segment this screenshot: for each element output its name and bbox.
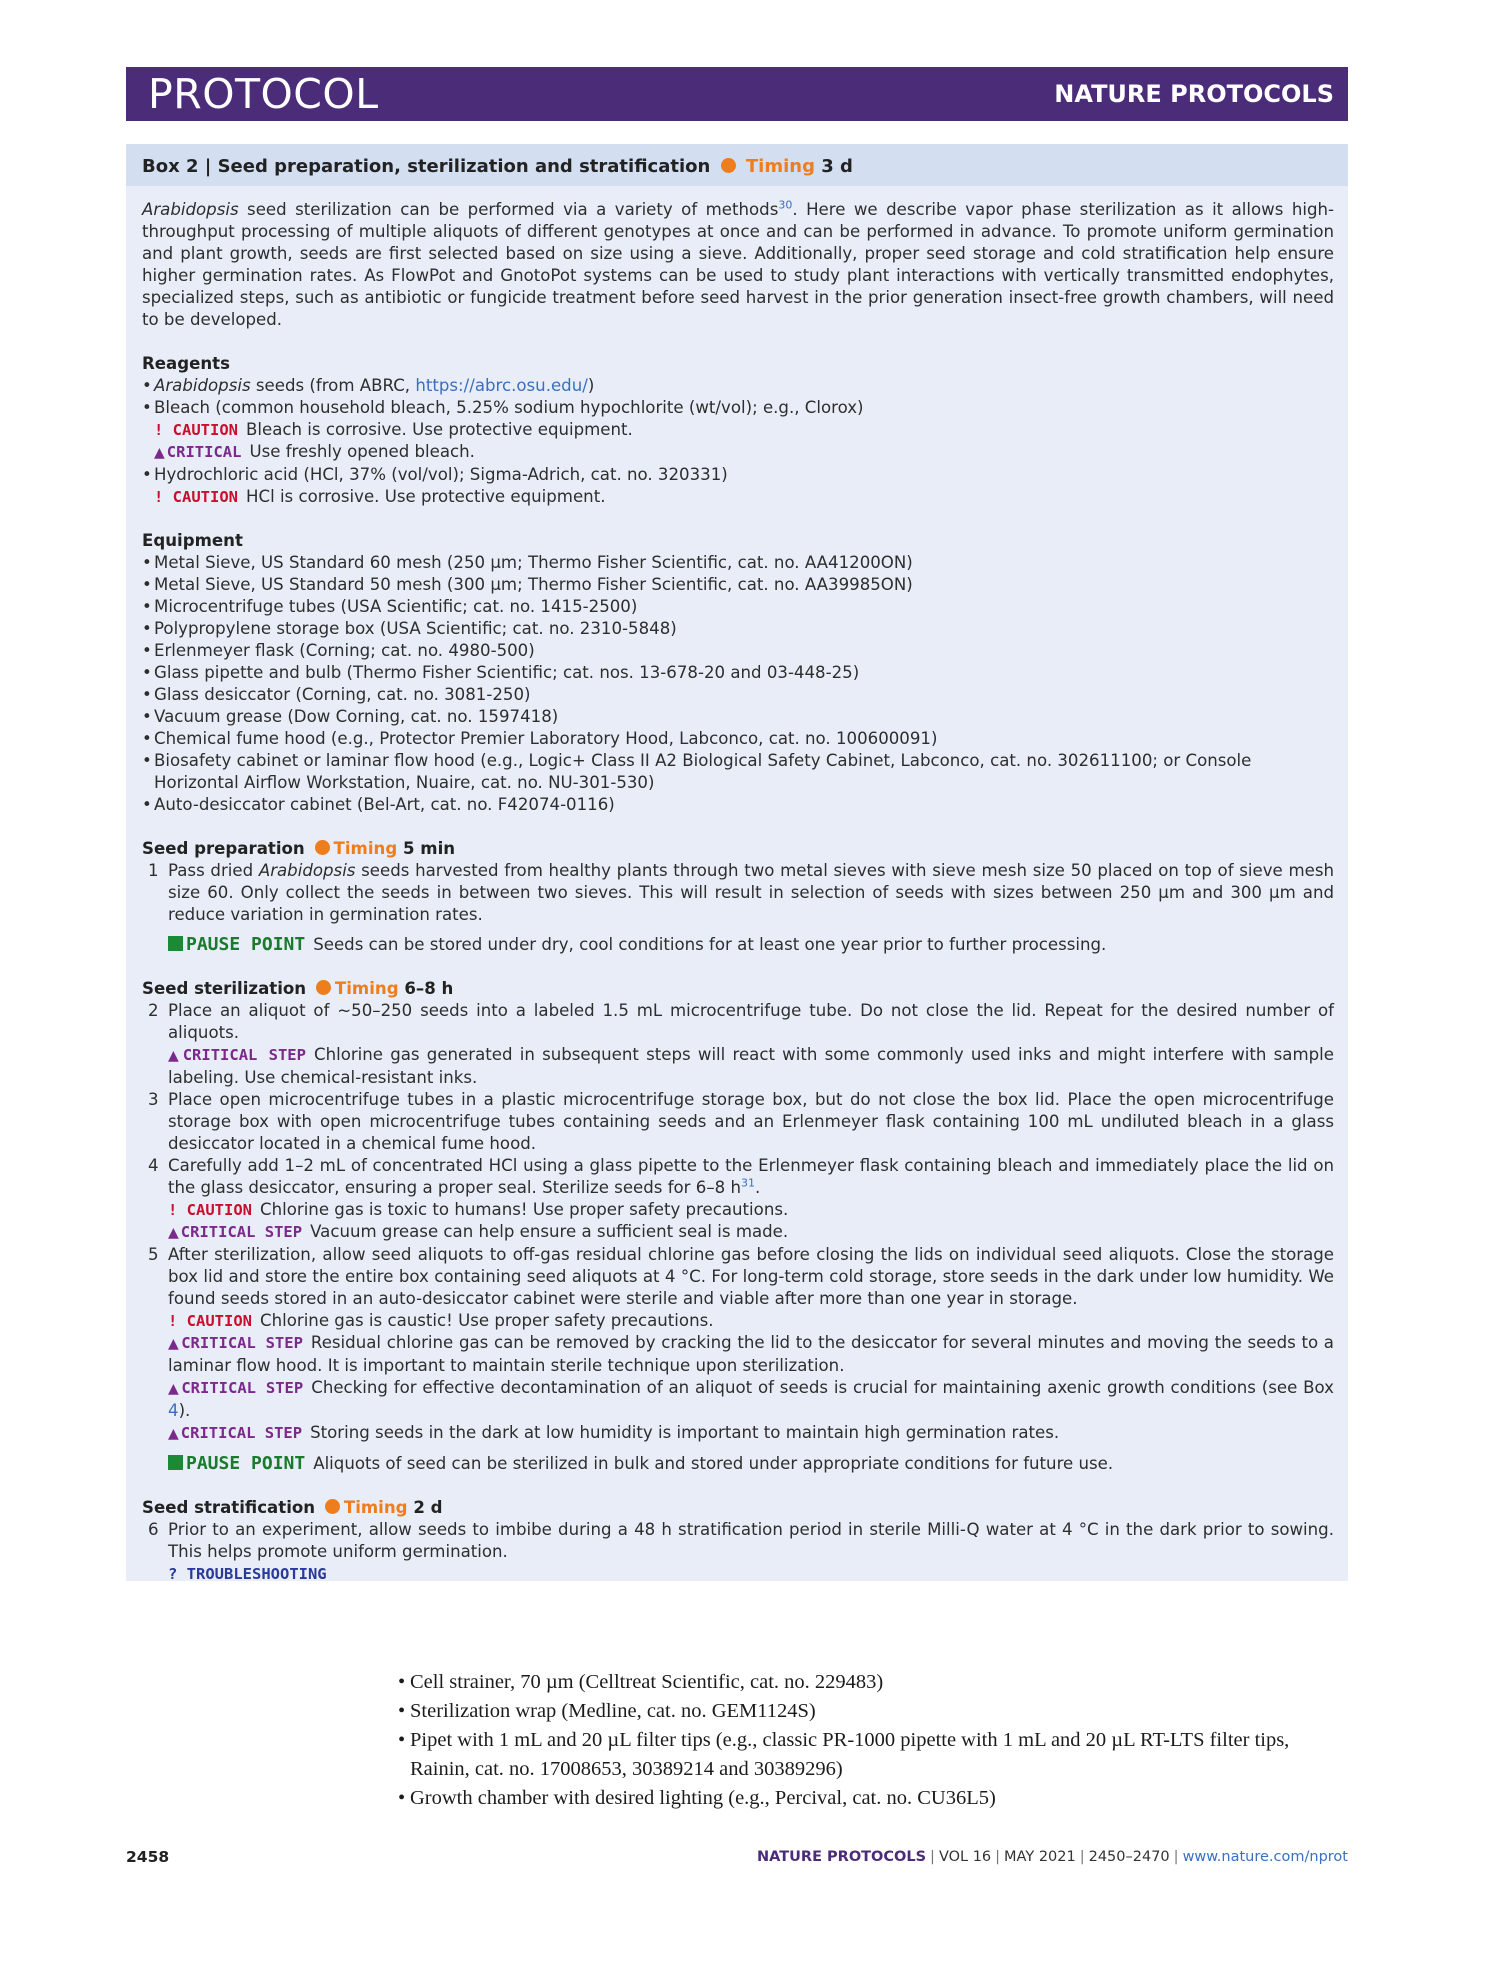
caution-note — [142, 486, 1334, 508]
warning-triangle-icon: ▲ — [168, 1048, 181, 1064]
abrc-link[interactable]: https://abrc.osu.edu/ — [415, 376, 588, 395]
step-2-text: Place an aliquot of ~50–250 seeds into a labeled 1.5 mL microcentrifuge tube. Do not close the lid. Repeat for the desired number of aliquots. — [168, 1001, 1334, 1042]
critical-text: Residual chlorine gas can be removed by cracking the lid to the desiccator for several minutes and moving the seeds to a laminar flow hood. It is important to maintain sterile technique upon sterilization. — [168, 1333, 1334, 1375]
critical-text: Vacuum grease can help ensure a sufficient seal is made. — [310, 1222, 789, 1241]
reagent-1-text: seeds (from ABRC, — [250, 376, 416, 395]
pause-square-icon — [168, 936, 183, 951]
timing-value: 5 min — [402, 839, 456, 858]
intro-paragraph — [142, 199, 1334, 331]
list-item: • Auto-desiccator cabinet (Bel-Art, cat. no. F42074-0116) — [142, 794, 1334, 816]
step-number: 6 — [148, 1520, 159, 1539]
pause-point — [168, 1453, 1334, 1475]
caution-label: ! CAUTION — [154, 488, 238, 506]
box-title — [142, 156, 853, 177]
step-number: 5 — [148, 1245, 159, 1264]
list-item: • Vacuum grease (Dow Corning, cat. no. 1597418) — [142, 706, 1334, 728]
critical-label: CRITICAL STEP — [180, 1424, 303, 1442]
critical-label: CRITICAL — [166, 443, 242, 461]
warning-triangle-icon: ▲ — [168, 1381, 180, 1397]
header-banner — [126, 67, 1348, 121]
caution-label: ! CAUTION — [168, 1201, 252, 1219]
intro-text-b: . Here we describe vapor phase sterilization as it allows high-throughput processing of multiple aliquots of different genotypes at once and can be performed in advance. To promote uniform germination and plant growth, seeds are first selected based on size using a sieve. Additionally, proper seed storage and cold stratification help ensure higher germination rates. As FlowPot and GnotoPot systems can be used to study plant interactions with vertically transmitted endophytes, specialized steps, such as antibiotic or fungicide treatment before seed harvest in the prior generation insect-free growth chambers, will need to be developed. — [142, 200, 1334, 329]
critical-text: Storing seeds in the dark at low humidity is important to maintain high germination rates. — [310, 1423, 1060, 1442]
critical-label: CRITICAL STEP — [182, 1046, 306, 1064]
pause-text: Seeds can be stored under dry, cool conditions for at least one year prior to further processing. — [313, 935, 1107, 954]
timing-label: Timing — [343, 1498, 408, 1517]
pause-text: Aliquots of seed can be sterilized in bulk and stored under appropriate conditions for future use. — [313, 1454, 1114, 1473]
list-item: • Metal Sieve, US Standard 60 mesh (250 µm; Thermo Fisher Scientific, cat. no. AA41200ON) — [142, 552, 1334, 574]
intro-italic: Arabidopsis — [142, 200, 239, 219]
critical-note — [168, 1332, 1334, 1377]
step-3-text: Place open microcentrifuge tubes in a plastic microcentrifuge storage box, but do not close the box lid. Place the open microcentrifuge storage box with open microcentrifuge tubes containing seeds and an Erlenmeyer flask containing 100 mL undiluted bleach in a glass desiccator located in a chemical fume hood. — [168, 1090, 1334, 1153]
footer-journal: NATURE PROTOCOLS — [757, 1849, 927, 1865]
journal-label: NATURE PROTOCOLS — [1054, 80, 1334, 108]
timing-dot-icon — [325, 1499, 340, 1514]
list-item: • Chemical fume hood (e.g., Protector Premier Laboratory Hood, Labconco, cat. no. 100600091) — [142, 728, 1334, 750]
seed-strat-title: Seed stratification — [142, 1498, 316, 1517]
footer-citation: NATURE PROTOCOLS | VOL 16 | MAY 2021 | 2450–2470 | www.nature.com/nprot — [757, 1849, 1348, 1865]
critical-text: Use freshly opened bleach. — [249, 442, 475, 461]
critical-note — [168, 1044, 1334, 1089]
seed-prep-heading — [142, 838, 1334, 860]
critical-label: CRITICAL STEP — [181, 1334, 303, 1352]
caution-label: ! CAUTION — [154, 421, 238, 439]
step-1 — [142, 860, 1334, 956]
step-6-text: Prior to an experiment, allow seeds to imbibe during a 48 h stratification period in sterile Milli-Q water at 4 °C in the dark prior to sowing. This helps promote uniform germination. — [168, 1520, 1334, 1561]
step-5 — [142, 1244, 1334, 1475]
step-6 — [142, 1519, 1334, 1585]
critical-label: CRITICAL STEP — [180, 1223, 303, 1241]
step-1-text-a: Pass dried — [168, 861, 259, 880]
critical-note — [168, 1422, 1334, 1445]
seed-strat-heading — [142, 1497, 1334, 1519]
pause-label: PAUSE POINT — [186, 1453, 306, 1474]
caution-text: Bleach is corrosive. Use protective equipment. — [246, 420, 633, 439]
step-1-italic: Arabidopsis — [258, 861, 356, 880]
page-number: 2458 — [126, 1848, 170, 1866]
timing-value: 6–8 h — [404, 979, 454, 998]
footer-pages: 2450–2470 — [1088, 1849, 1170, 1865]
caution-note — [168, 1310, 1334, 1332]
list-item: • Metal Sieve, US Standard 50 mesh (300 µm; Thermo Fisher Scientific, cat. no. AA39985ON) — [142, 574, 1334, 596]
seed-steril-title: Seed sterilization — [142, 979, 307, 998]
list-item: • Pipet with 1 mL and 20 µL filter tips (e.g., classic PR-1000 pipette with 1 mL and 20 µL RT-LTS filter tips, Rainin, cat. no. 17008653, 30389214 and 30389296) — [398, 1726, 1348, 1784]
footer-url-link[interactable]: www.nature.com/nprot — [1182, 1849, 1348, 1865]
seed-steril-heading — [142, 978, 1334, 1000]
box-2 — [126, 144, 1348, 1581]
critical-label: CRITICAL STEP — [181, 1379, 304, 1397]
troubleshooting-link[interactable]: ? TROUBLESHOOTING — [168, 1565, 327, 1583]
step-number: 4 — [148, 1156, 159, 1175]
caution-note — [142, 419, 1334, 441]
caution-text: Chlorine gas is caustic! Use proper safety precautions. — [260, 1311, 714, 1330]
warning-triangle-icon: ▲ — [168, 1336, 180, 1352]
step-4-end: . — [755, 1178, 761, 1197]
box-4-link[interactable]: 4 — [168, 1401, 179, 1420]
caution-label: ! CAUTION — [168, 1312, 252, 1330]
reagent-3-text: Hydrochloric acid (HCl, 37% (vol/vol); Sigma-Adrich, cat. no. 320331) — [154, 465, 728, 484]
footer-volume: VOL 16 — [938, 1849, 992, 1865]
reagents-list-2 — [142, 464, 1334, 486]
equipment-continued — [398, 1668, 1348, 1813]
reagents-list — [142, 375, 1334, 419]
list-item: • Glass desiccator (Corning, cat. no. 3081-250) — [142, 684, 1334, 706]
list-item — [142, 375, 1334, 397]
equipment-list — [142, 552, 1334, 816]
list-item: • Glass pipette and bulb (Thermo Fisher Scientific; cat. nos. 13-678-20 and 03-448-25) — [142, 662, 1334, 684]
intro-ref[interactable]: 30 — [778, 198, 793, 212]
critical-text-b: ). — [178, 1401, 191, 1420]
step-number: 1 — [148, 861, 159, 880]
pause-square-icon — [168, 1455, 183, 1470]
equipment-heading: Equipment — [142, 531, 243, 550]
list-item — [142, 397, 1334, 419]
box-timing-value: 3 d — [821, 156, 853, 177]
box-header — [126, 144, 1348, 186]
step-5-text: After sterilization, allow seed aliquots to off-gas residual chlorine gas before closing the lids on individual seed aliquots. Close the storage box lid and store the entire box containing seed aliquots at 4 °C. For long-term cold storage, store seeds in the dark under low humidity. We found seeds stored in an auto-desiccator cabinet were sterile and viable after more than one year in storage. — [168, 1245, 1334, 1308]
list-item — [142, 464, 1334, 486]
list-item: • Polypropylene storage box (USA Scientific; cat. no. 2310-5848) — [142, 618, 1334, 640]
step-1-text-b: seeds harvested from healthy plants through two metal sieves with sieve mesh size 50 placed on top of sieve mesh size 60. Only collect the seeds in between two sieves. This will result in selection of seeds with sizes between 250 µm and 300 µm and reduce variation in germination rates. — [168, 861, 1334, 924]
step-4 — [142, 1155, 1334, 1244]
caution-text: Chlorine gas is toxic to humans! Use proper safety precautions. — [260, 1200, 789, 1219]
timing-dot-icon — [721, 158, 736, 173]
critical-note — [168, 1221, 1334, 1244]
step-3 — [142, 1089, 1334, 1155]
warning-triangle-icon: ▲ — [168, 1225, 179, 1241]
reagents-heading: Reagents — [142, 354, 230, 373]
critical-note — [168, 1377, 1334, 1422]
pause-point — [168, 934, 1334, 956]
reagent-1-italic: Arabidopsis — [154, 376, 251, 395]
footer-date: MAY 2021 — [1004, 1849, 1076, 1865]
timing-dot-icon — [316, 980, 331, 995]
list-item: • Microcentrifuge tubes (USA Scientific; cat. no. 1415-2500) — [142, 596, 1334, 618]
caution-text: HCl is corrosive. Use protective equipment. — [246, 487, 606, 506]
list-item: • Sterilization wrap (Medline, cat. no. GEM1124S) — [398, 1697, 1348, 1726]
caution-note — [168, 1199, 1334, 1221]
seed-prep-title: Seed preparation — [142, 839, 305, 858]
critical-text-a: Checking for effective decontamination of an aliquot of seeds is crucial for maintaining axenic growth conditions (see Box — [311, 1378, 1334, 1397]
timing-label: Timing — [333, 839, 398, 858]
pause-label: PAUSE POINT — [186, 934, 306, 955]
step-2 — [142, 1000, 1334, 1089]
box-content — [142, 199, 1334, 1585]
warning-triangle-icon: ▲ — [154, 445, 165, 461]
timing-dot-icon — [315, 840, 330, 855]
reagent-2-text: Bleach (common household bleach, 5.25% sodium hypochlorite (wt/vol); e.g., Clorox) — [154, 398, 864, 417]
step-4-ref[interactable]: 31 — [741, 1176, 755, 1190]
timing-value: 2 d — [413, 1498, 443, 1517]
reagent-1-end: ) — [587, 376, 595, 395]
step-4-text: Carefully add 1–2 mL of concentrated HCl using a glass pipette to the Erlenmeyer flask containing bleach and immediately place the lid on the glass desiccator, ensuring a proper seal. Sterilize seeds for 6–8 h — [168, 1156, 1334, 1197]
list-item: • Erlenmeyer flask (Corning; cat. no. 4980-500) — [142, 640, 1334, 662]
box-title-text: Box 2 | Seed preparation, sterilization and stratification — [142, 156, 711, 177]
timing-label: Timing — [334, 979, 399, 998]
section-label: PROTOCOL — [148, 70, 379, 118]
box-timing-label: Timing — [745, 156, 815, 177]
critical-text: Chlorine gas generated in subsequent steps will react with some commonly used inks and might interfere with sample labeling. Use chemical-resistant inks. — [168, 1045, 1334, 1087]
critical-note — [142, 441, 1334, 464]
step-number: 2 — [148, 1001, 159, 1020]
list-item: • Growth chamber with desired lighting (e.g., Percival, cat. no. CU36L5) — [398, 1784, 1348, 1813]
warning-triangle-icon: ▲ — [168, 1426, 179, 1442]
list-item: • Cell strainer, 70 µm (Celltreat Scientific, cat. no. 229483) — [398, 1668, 1348, 1697]
intro-text-a: seed sterilization can be performed via a variety of methods — [238, 200, 779, 219]
step-number: 3 — [148, 1090, 159, 1109]
list-item: • Biosafety cabinet or laminar flow hood (e.g., Logic+ Class II A2 Biological Safety Cabinet, Labconco, cat. no. 302611100; or Console Horizontal Airflow Workstation, Nuaire, cat. no. NU-301-530) — [142, 750, 1334, 794]
